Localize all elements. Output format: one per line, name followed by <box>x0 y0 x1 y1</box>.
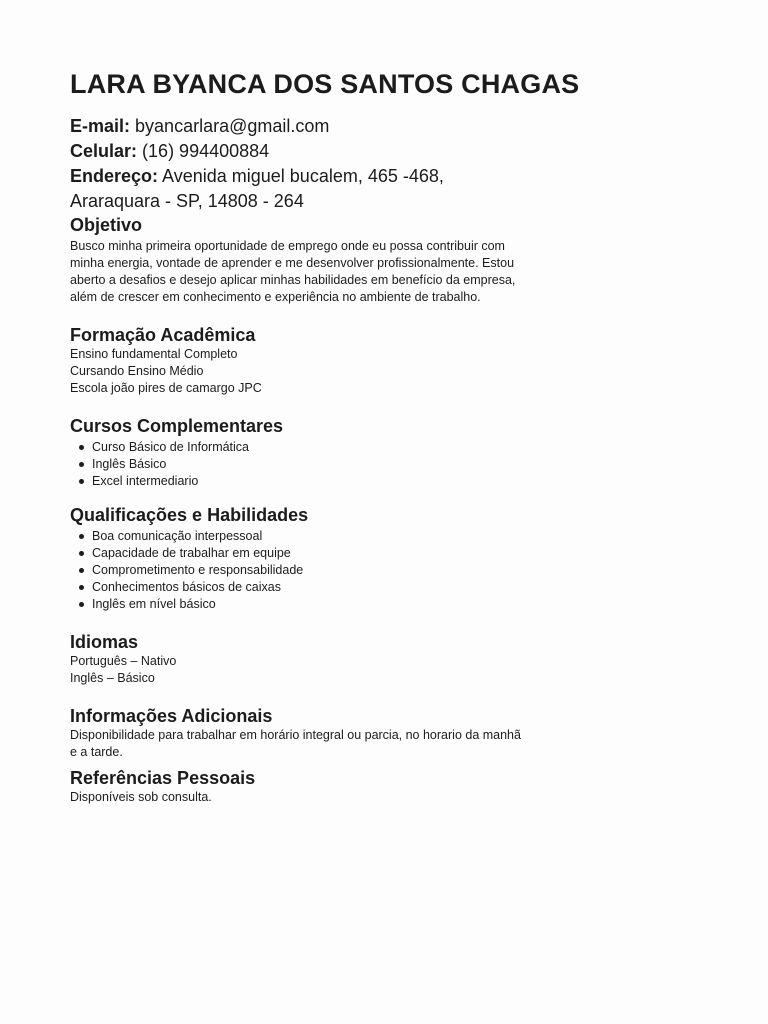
skills-list <box>70 528 690 613</box>
courses-list <box>70 439 690 490</box>
phone-row <box>70 139 690 164</box>
languages-title: Idiomas <box>70 632 139 653</box>
education-item: Ensino fundamental Completo <box>70 347 238 362</box>
email-value: byancarlara@gmail.com <box>135 116 330 137</box>
objective-line: minha energia, vontade de aprender e me desenvolver profissionalmente. Estou <box>70 256 515 271</box>
skill-item: Conhecimentos básicos de caixas <box>92 579 690 596</box>
skill-item: Capacidade de trabalhar em equipe <box>92 545 690 562</box>
objective-line: aberto a desafios e desejo aplicar minhas habilidades em benefício da empresa, <box>70 273 516 288</box>
skills-title: Qualificações e Habilidades <box>70 505 309 526</box>
objective-line: Busco minha primeira oportunidade de emprego onde eu possa contribuir com <box>70 239 505 254</box>
additional-info-line: e a tarde. <box>70 745 123 760</box>
skill-item: Comprometimento e responsabilidade <box>92 562 690 579</box>
phone-label: Celular: <box>70 141 138 162</box>
education-item: Cursando Ensino Médio <box>70 364 204 379</box>
language-item: Inglês – Básico <box>70 671 155 686</box>
objective-title: Objetivo <box>70 215 143 236</box>
skill-item: Inglês em nível básico <box>92 596 690 613</box>
address-line-2: Araraquara - SP, 14808 - 264 <box>70 191 304 212</box>
education-list <box>70 346 690 397</box>
contact-block <box>70 114 690 214</box>
skill-item: Boa comunicação interpessoal <box>92 528 690 545</box>
objective-line: além de crescer em conhecimento e experiência no ambiente de trabalho. <box>70 290 481 305</box>
objective-text <box>70 238 575 306</box>
languages-list <box>70 653 690 687</box>
references-text: Disponíveis sob consulta. <box>70 790 212 805</box>
address-label: Endereço: <box>70 166 159 187</box>
address-row <box>70 164 690 189</box>
email-row <box>70 114 690 139</box>
email-label: E-mail: <box>70 116 131 137</box>
candidate-name: LARA BYANCA DOS SANTOS CHAGAS <box>70 69 580 99</box>
course-item: Curso Básico de Informática <box>92 439 690 456</box>
courses-title: Cursos Complementares <box>70 416 284 437</box>
additional-info-text <box>70 727 690 761</box>
resume-page <box>70 68 690 806</box>
language-item: Português – Nativo <box>70 654 177 669</box>
education-title: Formação Acadêmica <box>70 325 256 346</box>
course-item: Inglês Básico <box>92 456 690 473</box>
course-item: Excel intermediario <box>92 473 690 490</box>
additional-info-title: Informações Adicionais <box>70 706 273 727</box>
references-title: Referências Pessoais <box>70 768 256 789</box>
address-line-1: Avenida miguel bucalem, 465 -468, <box>162 166 444 187</box>
additional-info-line: Disponibilidade para trabalhar em horário integral ou parcia, no horario da manhã <box>70 728 521 743</box>
education-item: Escola joão pires de camargo JPC <box>70 381 262 396</box>
phone-value: (16) 994400884 <box>142 141 270 162</box>
